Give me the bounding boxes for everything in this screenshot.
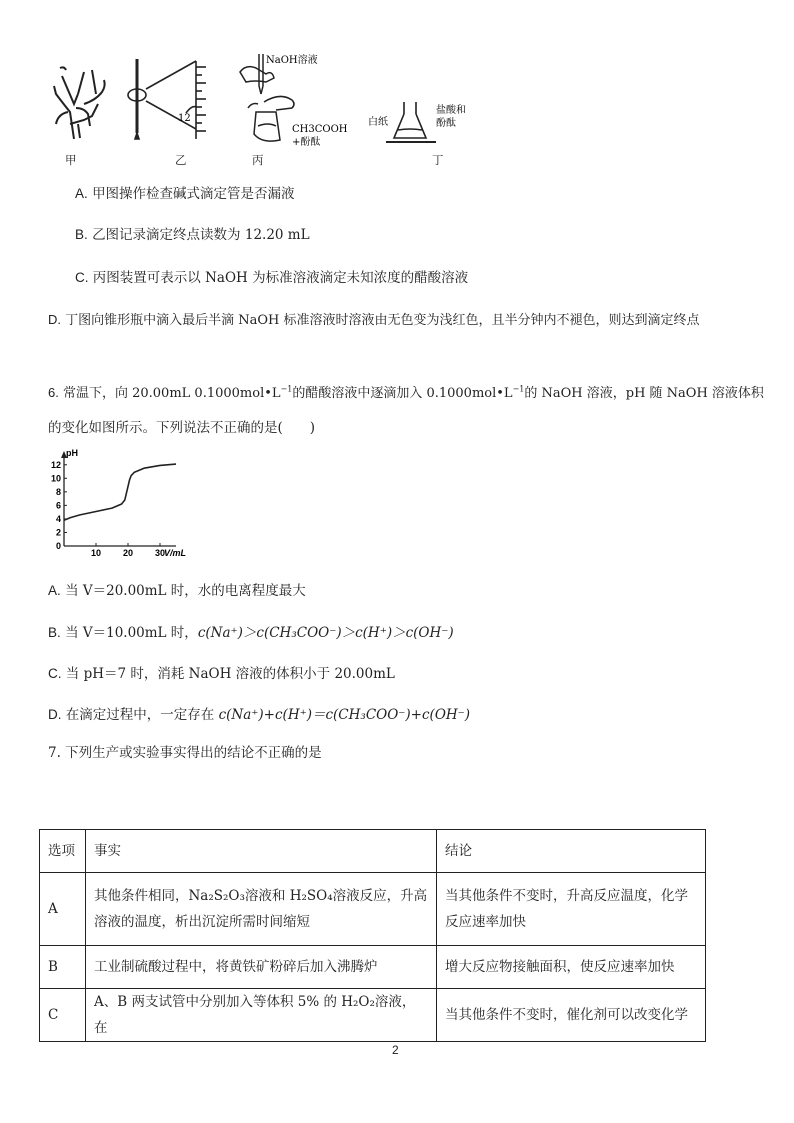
- table-row: [40, 989, 706, 1042]
- row-conclusion: 当其他条件不变时，升高反应温度，化学 反应速率加快: [437, 873, 706, 946]
- flask-label-2: +酚酞: [292, 137, 321, 148]
- y-tick-label: 0: [55, 541, 61, 551]
- naoh-label: NaOH溶液: [266, 55, 318, 66]
- row-conclusion: 当其他条件不变时，催化剂可以改变化学: [437, 989, 706, 1042]
- y-tick-label: 12: [50, 459, 61, 470]
- figure-jia: [44, 64, 114, 144]
- table-header-conclusion: 结论: [437, 830, 706, 873]
- x-tick-label: 10: [90, 548, 102, 558]
- caption-ding: 丁: [432, 153, 444, 167]
- row-conclusion: 增大反应物接触面积，使反应速率加快: [437, 946, 706, 989]
- row-fact: 工业制硫酸过程中，将黄铁矿粉碎后加入沸腾炉: [86, 946, 437, 989]
- figure-ding: [364, 98, 484, 148]
- y-tick-label: 8: [55, 486, 61, 497]
- flask-label-1: CH3COOH: [292, 124, 348, 135]
- caption-bing: 丙: [252, 153, 264, 167]
- page-number: 2: [392, 1043, 399, 1057]
- white-paper-label: 白纸: [368, 117, 388, 128]
- q6-option-d: D. 在滴定过程中，一定存在 c(Na⁺)+c(H⁺)＝c(CH₃COO⁻)+c(OH⁻): [48, 707, 471, 723]
- table-header-fact: 事实: [86, 830, 437, 873]
- caption-jia: 甲: [65, 153, 77, 167]
- row-option: C: [40, 989, 86, 1042]
- y-tick-label: 2: [55, 527, 61, 538]
- row-fact: 其他条件相同，Na₂S₂O₃溶液和 H₂SO₄溶液反应，升高 溶液的温度，析出沉淀所需时间缩短: [86, 873, 437, 946]
- row-option: B: [40, 946, 86, 989]
- q5-option-d: D. 丁图向锥形瓶中滴入最后半滴 NaOH 标准溶液时溶液由无色变为浅红色，且半分钟内不褪色，则达到滴定终点: [48, 312, 700, 328]
- y-tick-label: 4: [55, 513, 61, 524]
- ph-curve: [64, 464, 176, 520]
- table-row: [40, 946, 706, 989]
- figure-yi: [126, 57, 216, 147]
- q6-stem-line-1: 6. 常温下，向 20.00mL $0.1000mol•L^{-1}$的醋酸溶液中逐滴加入 $0.1000mol•L^{-1}$的 NaOH 溶液，pH 随 NaOH 溶液体积: [48, 384, 764, 401]
- x-tick-label: 20: [122, 548, 134, 558]
- q6-option-a: A. 当 V＝20.00mL 时，水的电离程度最大: [48, 583, 306, 599]
- q5-option-c: C. 丙图装置可表示以 NaOH 为标准溶液滴定未知浓度的醋酸溶液: [75, 270, 469, 286]
- row-fact: A、B 两支试管中分别加入等体积 5% 的 H₂O₂溶液，在: [86, 989, 437, 1042]
- q6-stem-line-2: 的变化如图所示。下列说法不正确的是( ): [48, 420, 316, 436]
- x-tick-label: 30: [154, 548, 166, 558]
- y-axis-label: pH: [66, 448, 78, 458]
- table-row: [40, 873, 706, 946]
- caption-yi: 乙: [175, 153, 187, 167]
- q6-option-b: B. 当 V＝10.00mL 时，c(Na⁺)＞c(CH₃COO⁻)＞c(H⁺)＞c(OH⁻): [48, 625, 454, 641]
- hcl-label-1: 盐酸和: [436, 105, 466, 116]
- q6-option-c: C. 当 pH＝7 时，消耗 NaOH 溶液的体积小于 20.00mL: [48, 666, 395, 682]
- table-header-row: [40, 830, 706, 873]
- ph-titration-chart: [38, 448, 188, 563]
- q7-table: [39, 829, 706, 1042]
- y-tick-label: 10: [50, 473, 61, 484]
- figure-bing: [236, 52, 356, 152]
- q5-option-a: A. 甲图操作检查碱式滴定管是否漏液: [75, 186, 295, 202]
- q7-stem: 7. 下列生产或实验事实得出的结论不正确的是: [48, 745, 322, 761]
- hcl-label-2: 酚酞: [436, 118, 456, 129]
- x-axis-label: V/mL: [164, 548, 187, 558]
- y-tick-label: 6: [55, 500, 61, 511]
- row-option: A: [40, 873, 86, 946]
- q5-option-b: B. 乙图记录滴定终点读数为 12.20 mL: [75, 227, 310, 243]
- table-header-option: 选项: [40, 830, 86, 873]
- burette-reading: 12: [178, 113, 191, 124]
